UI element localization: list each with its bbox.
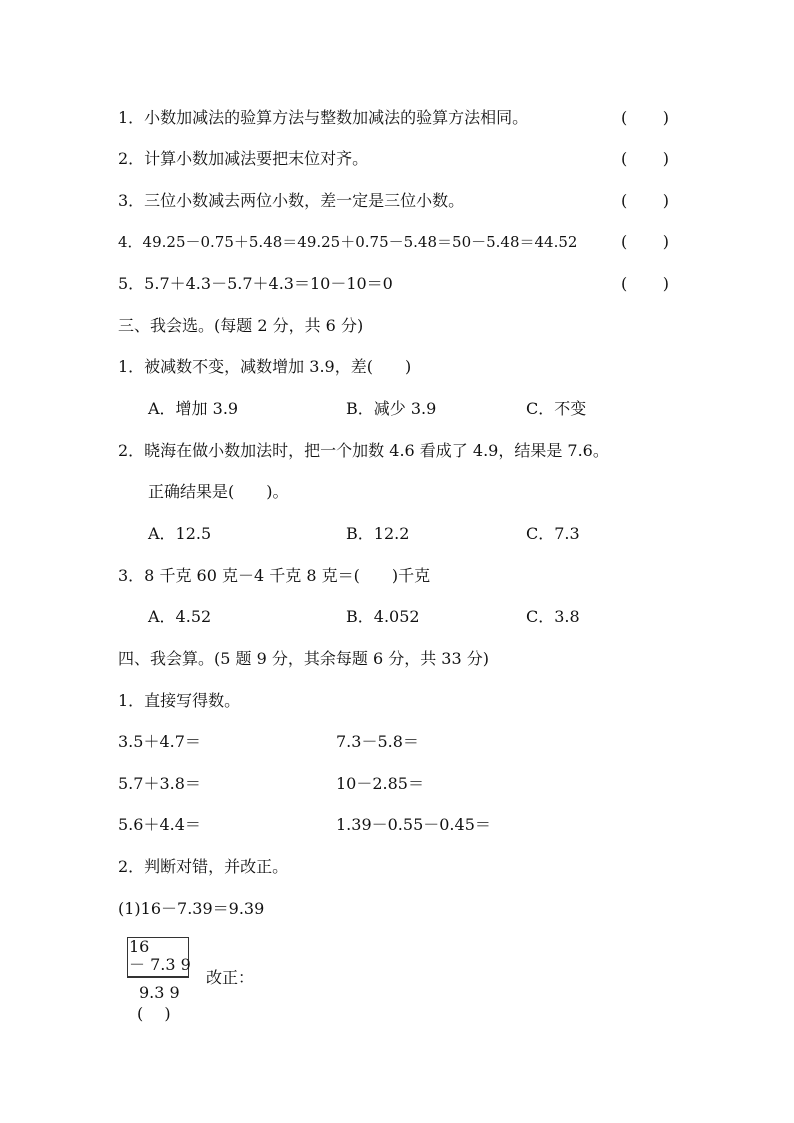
calc-item: 1.39－0.55－0.45＝ (336, 815, 491, 834)
choice-question-1: 1．被减数不变，减数增加 3.9，差( ) (118, 357, 412, 376)
result-line (127, 977, 189, 978)
option-c[interactable]: C．3.8 (526, 607, 580, 626)
calc-item: 10－2.85＝ (336, 774, 424, 793)
option-b[interactable]: B．4.052 (346, 607, 420, 626)
paren-left: ( (621, 232, 628, 251)
option-a[interactable]: A．4.52 (148, 607, 212, 626)
paren-left: ( (621, 149, 628, 168)
subsection-judge-correct: 2．判断对错，并改正。 (118, 857, 289, 876)
correction-label: 改正： (206, 968, 255, 987)
option-b[interactable]: B．减少 3.9 (346, 399, 437, 418)
paren-right: ) (662, 191, 669, 210)
vertical-minus: － 7.3 9 (129, 955, 191, 974)
paren-left: ( (621, 108, 628, 127)
calc-item: 3.5＋4.7＝ (118, 732, 201, 751)
answer-blank-2[interactable] (621, 149, 669, 169)
option-b[interactable]: B．12.2 (346, 524, 410, 543)
subsection-direct-answer: 1．直接写得数。 (118, 691, 241, 710)
paren-right: ) (662, 274, 669, 293)
vertical-top: 16 (129, 937, 150, 956)
judge-item-1: 1．小数加减法的验算方法与整数加减法的验算方法相同。 (118, 108, 529, 127)
judge-item-5: 5．5.7＋4.3－5.7＋4.3＝10－10＝0 (118, 274, 393, 293)
choice-question-2: 2．晓海在做小数加法时，把一个加数 4.6 看成了 4.9，结果是 7.6。 (118, 441, 609, 460)
paren-right: ) (662, 108, 669, 127)
judge-blank[interactable]: ( ) (137, 1004, 171, 1023)
problem-1-equation: (1)16－7.39＝9.39 (118, 899, 265, 918)
paren-right: ) (662, 232, 669, 251)
calc-item: 5.6＋4.4＝ (118, 815, 201, 834)
section-three-title: 三、我会选。(每题 2 分，共 6 分) (118, 316, 364, 335)
judge-item-2: 2．计算小数加减法要把末位对齐。 (118, 149, 369, 168)
choice-question-2-cont: 正确结果是( )。 (148, 482, 289, 501)
answer-blank-1[interactable] (621, 108, 669, 128)
paren-left: ( (621, 274, 628, 293)
section-four-title: 四、我会算。(5 题 9 分，其余每题 6 分，共 33 分) (118, 649, 489, 668)
choice-question-3: 3．8 千克 60 克－4 千克 8 克＝( )千克 (118, 566, 431, 585)
paren-left: ( (621, 191, 628, 210)
option-c[interactable]: C．不变 (526, 399, 587, 418)
paren-right: ) (662, 149, 669, 168)
calc-item: 5.7＋3.8＝ (118, 774, 201, 793)
answer-blank-4[interactable] (621, 232, 669, 252)
option-a[interactable]: A．增加 3.9 (148, 399, 239, 418)
judge-item-3: 3．三位小数减去两位小数，差一定是三位小数。 (118, 191, 465, 210)
option-c[interactable]: C．7.3 (526, 524, 580, 543)
judge-item-4: 4．49.25－0.75＋5.48＝49.25＋0.75－5.48＝50－5.48＝44.52 (118, 233, 578, 251)
option-a[interactable]: A．12.5 (148, 524, 212, 543)
calc-item: 7.3－5.8＝ (336, 732, 419, 751)
answer-blank-3[interactable] (621, 191, 669, 211)
answer-blank-5[interactable] (621, 274, 669, 294)
vertical-result: 9.3 9 (139, 983, 180, 1002)
